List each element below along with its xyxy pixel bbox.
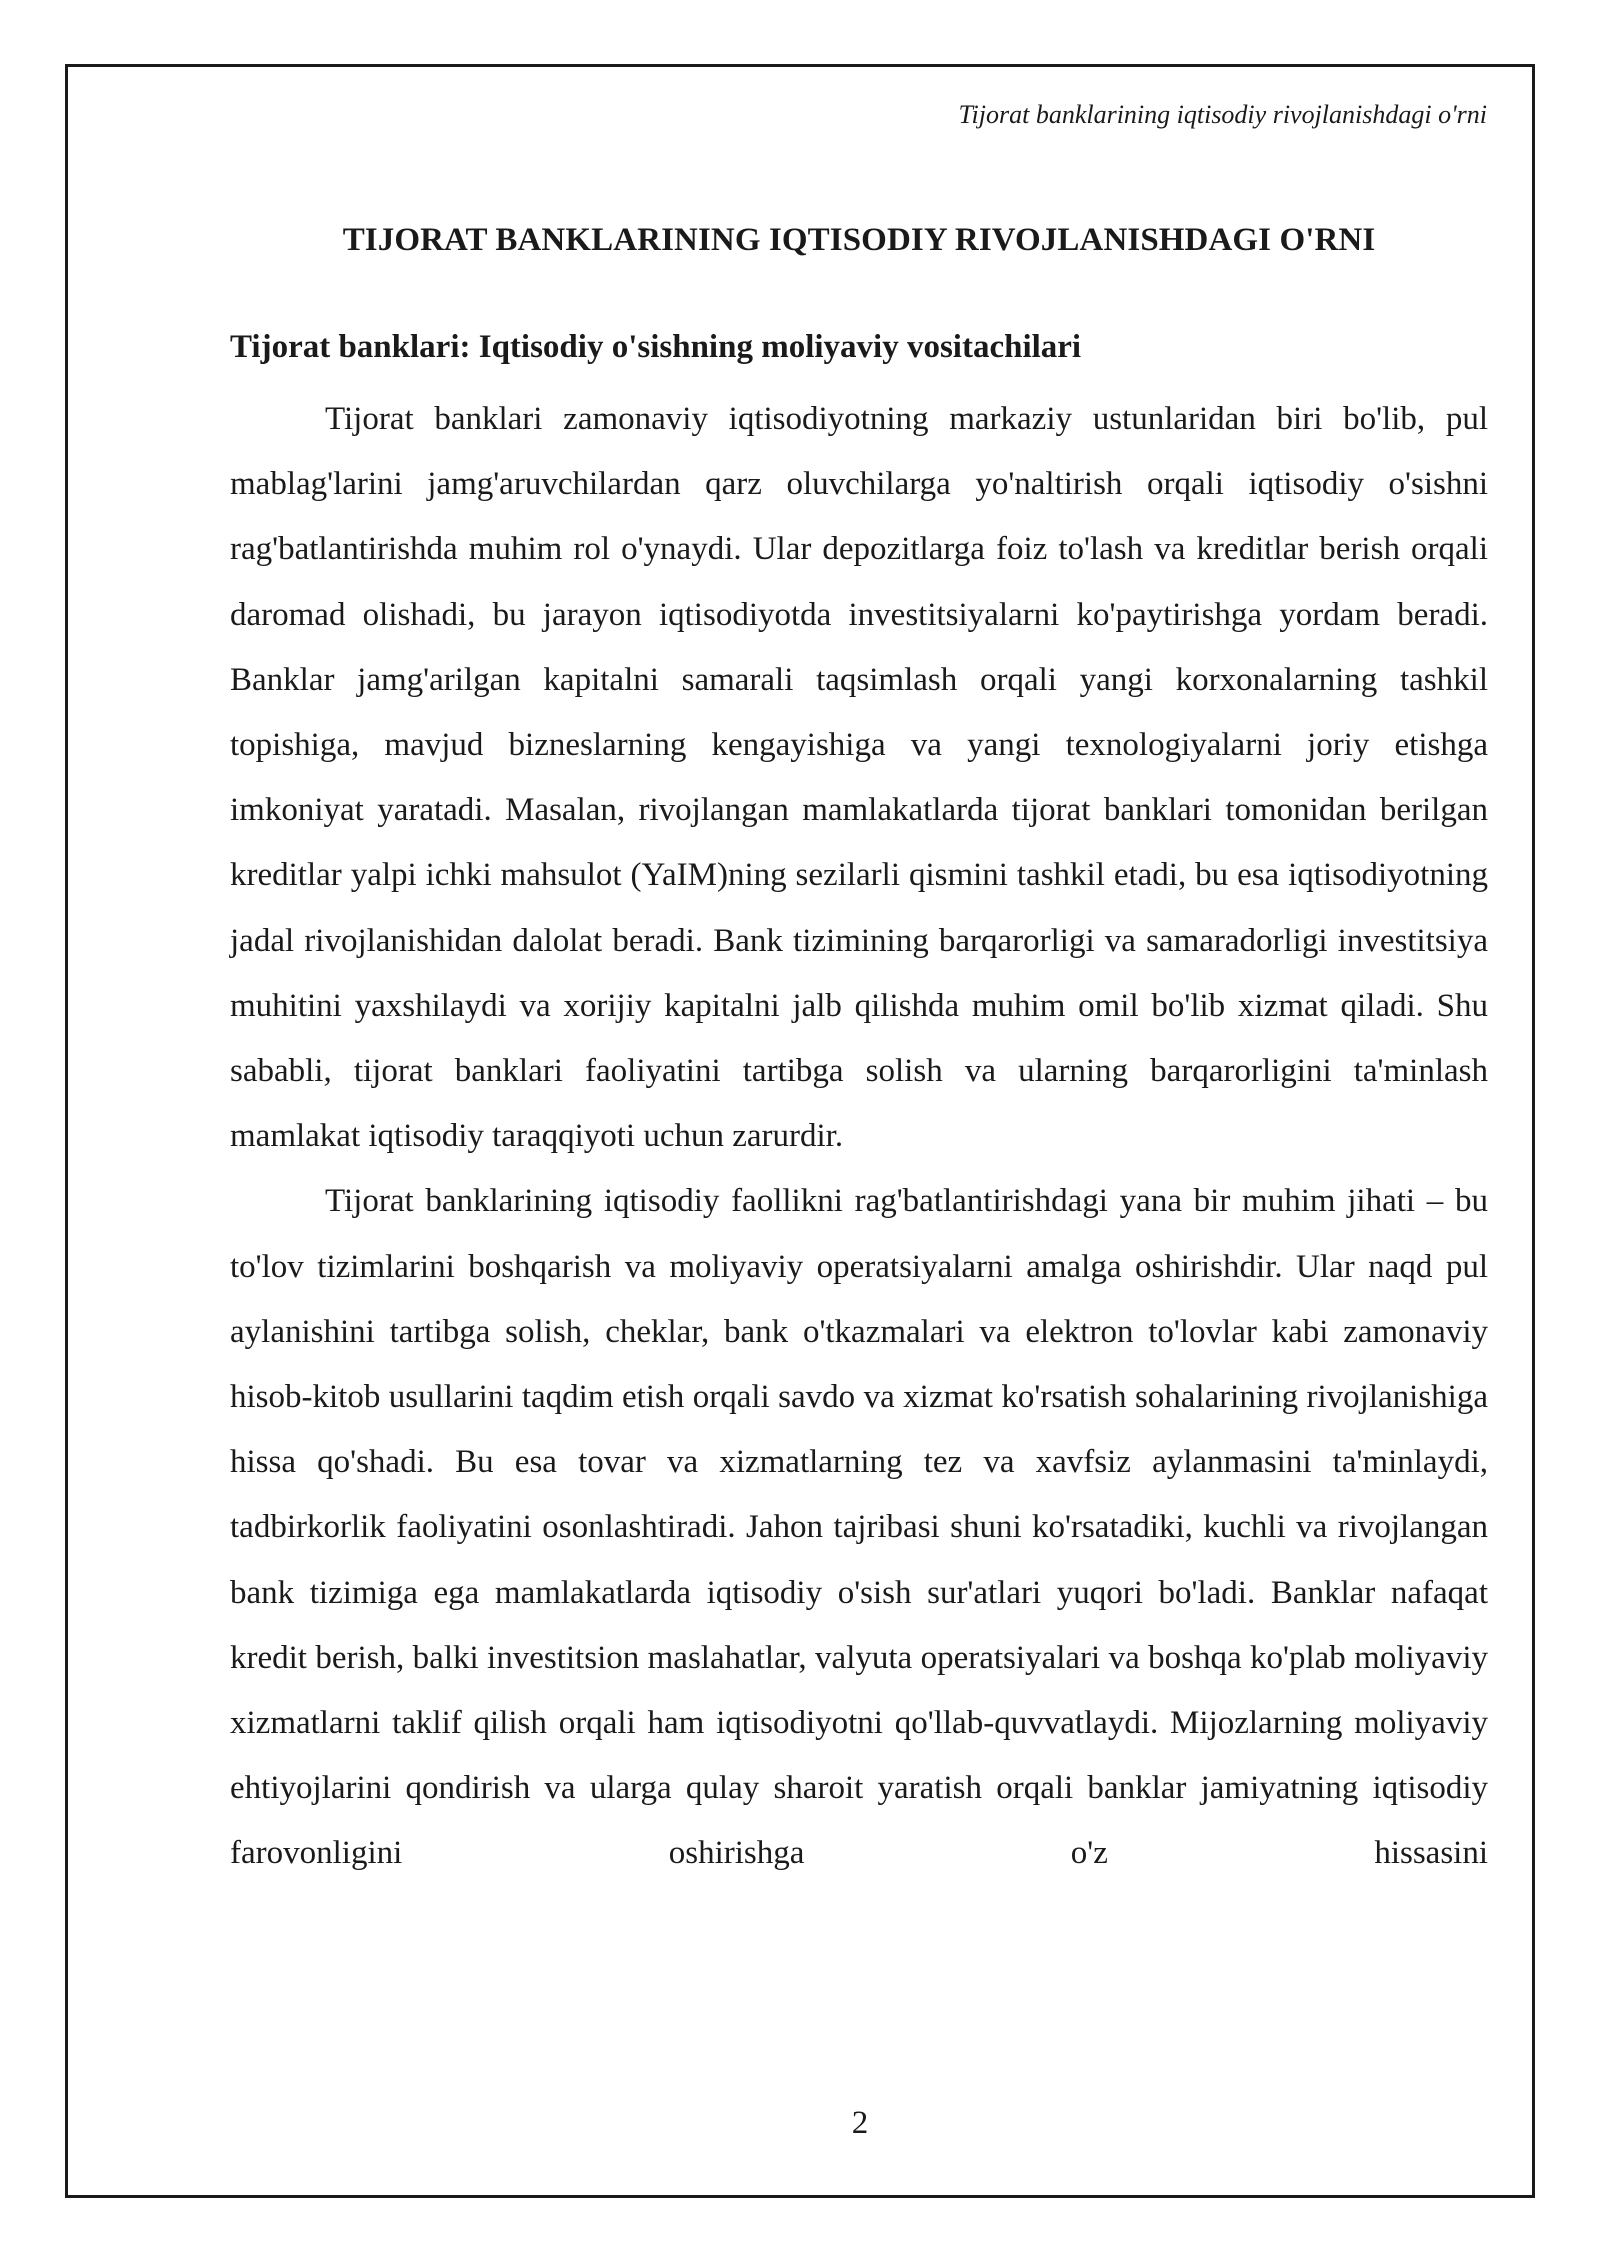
page-number: 2 (851, 2105, 869, 2141)
running-header: Tijorat banklarining iqtisodiy rivojlanishdagi o'rni (958, 100, 1487, 129)
document-title: TIJORAT BANKLARINING IQTISODIY RIVOJLANISHDAGI O'RNI (342, 222, 1376, 258)
paragraph-1: Tijorat banklari zamonaviy iqtisodiyotning markaziy ustunlaridan biri bo'lib, pul mablag'larini jamg'aruvchilardan qarz oluvchilarga yo'naltirish orqali iqtisodiy o'sishni rag'batlantirishda muhim rol o'ynaydi. Ular depozitlarga foiz to'lash va kreditlar berish orqali daromad olishadi, bu jarayon iqtisodiyotda investitsiyalarni ko'paytirishga yordam beradi. Banklar jamg'arilgan kapitalni samarali taqsimlash orqali yangi korxonalarning tashkil topishiga, mavjud bizneslarning kengayishiga va yangi texnologiyalarni joriy etishga imkoniyat yaratadi. Masalan, rivojlangan mamlakatlarda tijorat banklari tomonidan berilgan kreditlar yalpi ichki mahsulot (YaIM)ning sezilarli qismini tashkil etadi, bu esa iqtisodiyotning jadal rivojlanishidan dalolat beradi. Bank tizimining barqarorligi va samaradorligi investitsiya muhitini yaxshilaydi va xorijiy kapitalni jalb qilishda muhim omil bo'lib xizmat qiladi. Shu sababli, tijorat banklari faoliyatini tartibga solish va ularning barqarorligini ta'minlash mamlakat iqtisodiy taraqqiyoti uchun zarurdir. (230, 401, 1488, 1155)
section-heading: Tijorat banklari: Iqtisodiy o'sishning moliyaviy vositachilari (230, 329, 1082, 365)
document-body (230, 215, 1488, 1887)
paragraph-2: Tijorat banklarining iqtisodiy faollikni rag'batlantirishdagi yana bir muhim jihati – bu to'lov tizimlarini boshqarish va moliyaviy operatsiyalarni amalga oshirishdir. Ular naqd pul aylanishini tartibga solish, cheklar, bank o'tkazmalari va elektron to'lovlar kabi zamonaviy hisob-kitob usullarini taqdim etish orqali savdo va xizmat ko'rsatish sohalarining rivojlanishiga hissa qo'shadi. Bu esa tovar va xizmatlarning tez va xavfsiz aylanmasini ta'minlaydi, tadbirkorlik faoliyatini osonlashtiradi. Jahon tajribasi shuni ko'rsatadiki, kuchli va rivojlangan bank tizimiga ega mamlakatlarda iqtisodiy o'sish sur'atlari yuqori bo'ladi. Banklar nafaqat kredit berish, balki investitsion maslahatlar, valyuta operatsiyalari va boshqa ko'plab moliyaviy xizmatlarni taklif qilish orqali ham iqtisodiyotni qo'llab-quvvatlaydi. Mijozlarning moliyaviy ehtiyojlarini qondirish va ularga qulay sharoit yaratish orqali banklar jamiyatning iqtisodiy farovonligini oshirishga o'z hissasini (230, 1183, 1488, 1872)
